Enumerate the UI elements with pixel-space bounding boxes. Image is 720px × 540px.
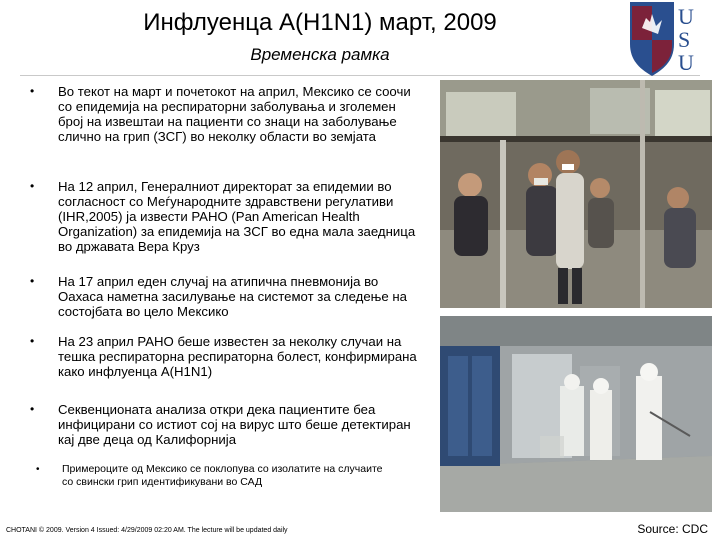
footer-copyright: CHOTANI © 2009. Version 4 Issued: 4/29/2009 02:20 AM. The lecture will be updated daily xyxy=(6,527,288,534)
svg-text:S: S xyxy=(678,27,691,52)
svg-text:U: U xyxy=(678,50,694,75)
bullet-marker: • xyxy=(30,402,35,416)
slide-title: Инфлуенца A(H1N1) март, 2009 xyxy=(143,9,497,36)
bullet-text: На 12 април, Генералниот директорат за епидемии во согласност со Меѓународните здравствени регулативи (IHR,2005) ја извести PAHO (Pan American Health Organization) за епидемија на ЗСГ во една мала заедница во државата Вера Круз xyxy=(58,179,416,254)
disinfection-workers-photo xyxy=(440,316,712,512)
title-divider xyxy=(20,75,700,76)
bullet-marker: • xyxy=(30,334,35,348)
bullet-text: На 23 април PAHO беше известен за неколку случаи на тешка респираторна респираторна болест, конфирмирана како инфлуенца A(H1N1) xyxy=(58,334,417,379)
slide-subtitle: Временска рамка xyxy=(250,45,390,64)
bullet-marker: • xyxy=(30,274,35,288)
usu-logo xyxy=(612,0,712,80)
bullet-marker: • xyxy=(36,464,40,475)
svg-text:U: U xyxy=(678,4,694,29)
bullet-text: Секвенционата анализа откри дека пациентите беа инфицирани со истиот сој на вирус што беше детектиран кај две деца од Калифорнија xyxy=(58,402,411,447)
bullet-marker: • xyxy=(30,84,35,98)
sub-bullet-text: Примероците од Мексико се поклопува со изолатите на случаите со свински грип идентификувани во САД xyxy=(62,463,383,488)
subway-passengers-photo xyxy=(440,80,712,308)
bullet-text: Во текот на март и почетокот на април, Мексико се соочи со епидемија на респираторни заболувања и зголемен број на извештаи на пациенти со знаци на заболување слично на грип (ЗСГ) во неколку области во земјата xyxy=(58,84,411,144)
bullet-marker: • xyxy=(30,179,35,193)
footer-source: Source: CDC xyxy=(637,522,708,536)
bullet-text: На 17 април еден случај на атипична пневмонија во Оахаса наметна засилување на системот за следење на состојбата во цело Мексико xyxy=(58,274,408,319)
